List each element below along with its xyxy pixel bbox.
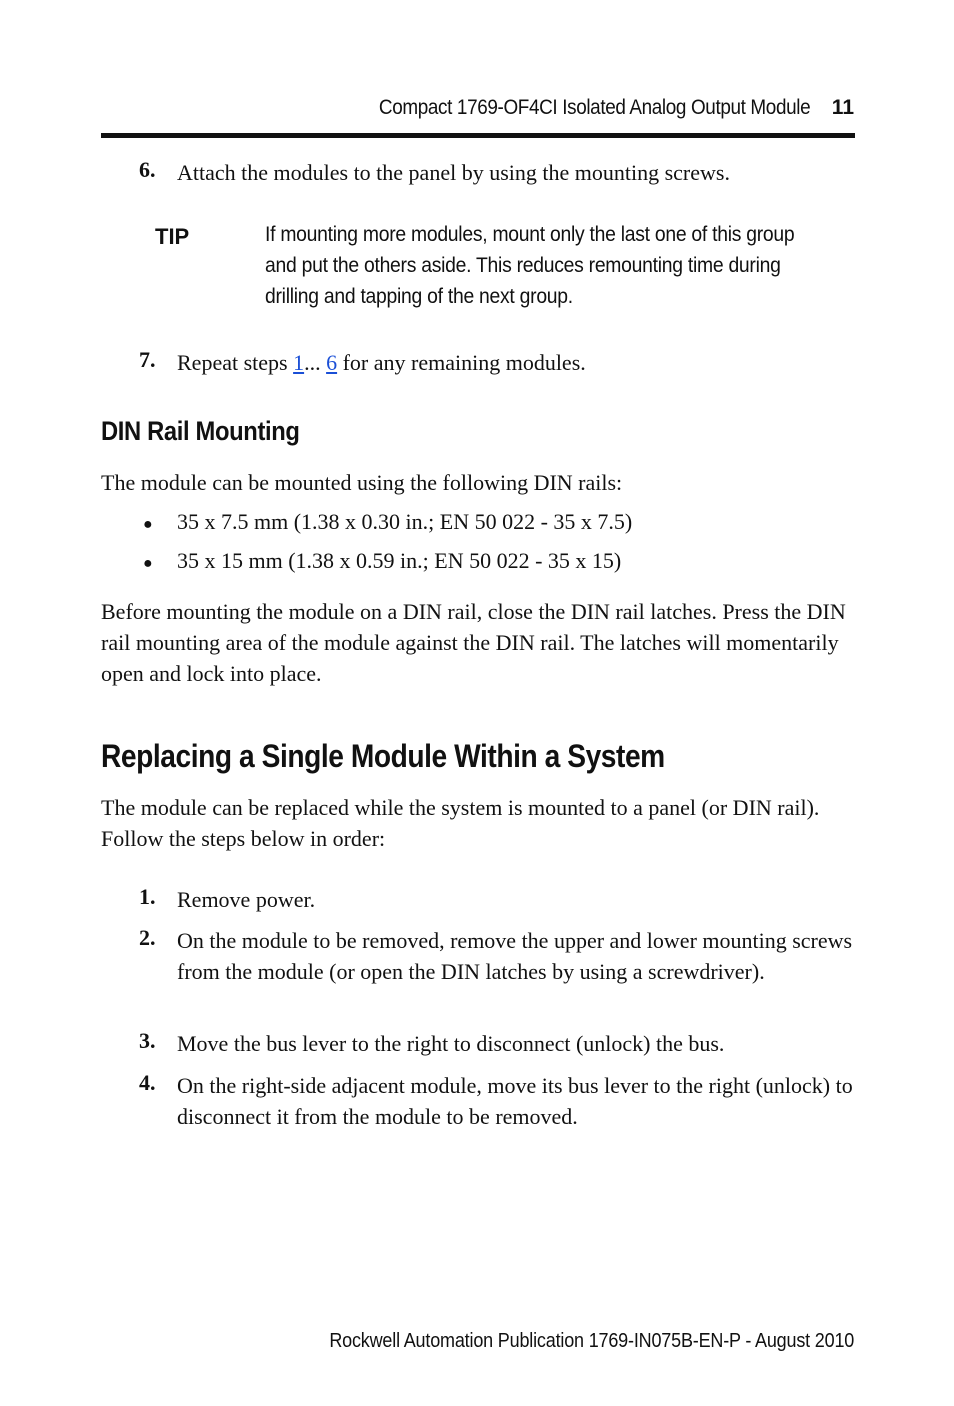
step-text xyxy=(177,347,857,378)
step-number: 1. xyxy=(139,884,156,909)
step-text: On the module to be removed, remove the upper and lower mounting screws from the module (or open the DIN latches by using a screwdriver). xyxy=(177,928,853,984)
bullet-icon: ● xyxy=(143,555,153,572)
ellipsis: ... xyxy=(304,350,327,375)
step-1-link[interactable]: 1 xyxy=(293,350,305,375)
step-text: Attach the modules to the panel by using the mounting screws. xyxy=(177,160,730,185)
tip-text: If mounting more modules, mount only the last one of this group and put the others aside. This reduces remounting time during drilling and tapping of the next group. xyxy=(265,222,795,308)
din-intro: The module can be mounted using the following DIN rails: xyxy=(101,470,623,495)
page-number: 11 xyxy=(831,96,854,119)
replace-intro: The module can be replaced while the system is mounted to a panel (or DIN rail). Follow the steps below in order: xyxy=(101,795,820,851)
list-item: 35 x 15 mm (1.38 x 0.59 in.; EN 50 022 - 35 x 15) xyxy=(177,548,622,573)
step-6-link[interactable]: 6 xyxy=(326,350,338,375)
step-text: Move the bus lever to the right to disconnect (unlock) the bus. xyxy=(177,1031,725,1056)
tip-label: TIP xyxy=(155,224,190,249)
step-number: 7. xyxy=(139,347,156,372)
running-header-title: Compact 1769-OF4CI Isolated Analog Output Module xyxy=(378,96,810,119)
section-heading-din-rail: DIN Rail Mounting xyxy=(101,416,300,446)
step-number: 2. xyxy=(139,925,156,950)
step-text-suffix: for any remaining modules. xyxy=(337,350,586,375)
step-number: 6. xyxy=(139,157,156,182)
step-number: 3. xyxy=(139,1028,156,1053)
footer-publication: Rockwell Automation Publication 1769-IN075B-EN-P - August 2010 xyxy=(329,1330,854,1352)
step-text-prefix: Repeat steps xyxy=(177,350,294,375)
step-number: 4. xyxy=(139,1070,156,1095)
header-rule xyxy=(101,133,855,138)
din-body: Before mounting the module on a DIN rail, close the DIN rail latches. Press the DIN rail mounting area of the module against the DIN rail. The latches will momentarily open and lock into place. xyxy=(101,599,846,686)
list-item: 35 x 7.5 mm (1.38 x 0.30 in.; EN 50 022 - 35 x 7.5) xyxy=(177,509,633,534)
bullet-icon: ● xyxy=(143,516,153,533)
step-text: On the right-side adjacent module, move its bus lever to the right (unlock) to disconnect it from the module to be removed. xyxy=(177,1073,853,1129)
section-heading-replacing: Replacing a Single Module Within a System xyxy=(101,738,665,774)
step-text: Remove power. xyxy=(177,887,316,912)
